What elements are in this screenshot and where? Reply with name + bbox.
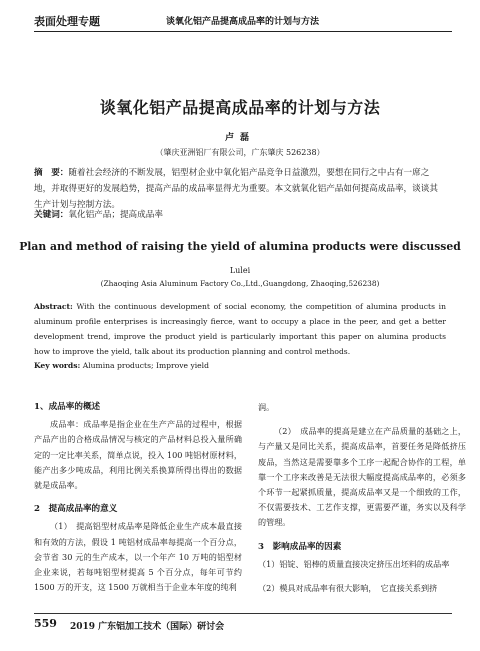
running-header	[34, 13, 454, 29]
section-2-paragraph: （1） 提高铝型材成品率是降低企业生产成本最直接和有效的方法，假设 1 吨铝材成品率每提高一个百分点，会节省 30 元的生产成本，以一个年产 10 万吨的铝型材企业来说，若每吨铝型材提高 5 个百分点，每年可节约 1500 万的开支，这 1500 万就相当于企业本年度的纯利	[34, 521, 242, 593]
english-title: Plan and method of raising the yield of alumina products were discussed	[19, 240, 461, 253]
body-column-right	[258, 400, 466, 605]
continued-paragraph: 润。	[258, 402, 275, 412]
section-heading-1: 1、成品率的概述	[34, 402, 101, 412]
chinese-keywords-text: 氧化铝产品；提高成品率	[68, 210, 163, 220]
english-abstract-text: With the continuous development of social economy, the competition of alumina products in aluminum profile enterprises is increasingly fierce, want to occupy a place in the peer, and get a better development trend, improve the product yield is particularly important this paper on alumina products how to improve the yield, talk about its production planning and control methods.	[34, 302, 446, 356]
english-abstract-label: Abstract:	[34, 302, 73, 311]
chinese-abstract-label: 摘 要：	[34, 168, 69, 178]
section-3-item-2: （2）模具对成品率有很大影响， 它直接关系到挤	[258, 583, 438, 594]
section-1-paragraph: 成品率：成品率是指企业在生产产品的过程中，根据产品产出的合格成品情况与核定的产品材料总投入量所确定的一定比率关系，简单点说，投入 100 吨铝材原材料，能产出多少吨成品，利用比例关系换算所得出得出的数据就是成品率。	[34, 419, 242, 491]
header-rule	[34, 31, 452, 32]
chinese-abstract	[34, 165, 446, 213]
chinese-abstract-text: 随着社会经济的不断发展，铝型材企业中氧化铝产品竞争日益激烈，要想在同行之中占有一席之地，并取得更好的发展趋势，提高产品的成品率显得尤为重要。本文就氧化铝产品如何提高成品率，谈谈其生产计划与控制方法。	[34, 168, 438, 210]
section-heading-2: 2 提高成品率的意义	[34, 504, 118, 515]
english-affiliation: (Zhaoqing Asia Aluminum Factory Co.,Ltd.,Guangdong, Zhaoqing,526238)	[100, 279, 380, 288]
chinese-title: 谈氧化铝产品提高成品率的计划与方法	[99, 98, 381, 117]
header-section-label: 表面处理专题	[34, 15, 100, 28]
section-heading-3: 3 影响成品率的因素	[258, 541, 342, 552]
section-3-item-1: （1）铝锭、铝棒的质量直接决定挤压出坯料的成品率	[258, 558, 450, 569]
english-keywords	[34, 361, 209, 370]
body-column-left	[34, 400, 242, 604]
page-footer	[34, 617, 454, 631]
chinese-affiliation: （肇庆亚洲铝厂有限公司，广东肇庆 526238）	[155, 148, 325, 157]
english-keywords-text: Alumina products; Improve yield	[80, 361, 209, 370]
footer-rule	[34, 613, 452, 614]
footer-journal-title: 2019 广东铝加工技术（国际）研讨会	[70, 622, 225, 632]
chinese-author: 卢磊	[224, 133, 255, 143]
section-2-paragraph-2: （2） 成品率的提高是建立在产品质量的基础之上，与产量又是同比关系，提高成品率，首要任务是降低挤压废品，当然这是需要靠多个工序一起配合协作的工程，单靠一个工序来改善是无法很大幅度提高成品率的，必须多个环节一起紧抓质量，提高成品率又是一个细致的工作，不仅需要技术、工艺作支撑，更需要严谨，务实以及科学的管理。	[258, 426, 466, 528]
chinese-keywords-label: 关键词：	[34, 210, 69, 220]
english-keywords-label: Key words:	[34, 361, 81, 370]
english-author: Lulei	[229, 266, 251, 275]
header-running-title: 谈氧化铝产品提高成品率的计划与方法	[166, 17, 320, 27]
chinese-keywords	[34, 208, 446, 220]
page-number: 559	[34, 617, 57, 630]
english-abstract	[34, 299, 446, 359]
